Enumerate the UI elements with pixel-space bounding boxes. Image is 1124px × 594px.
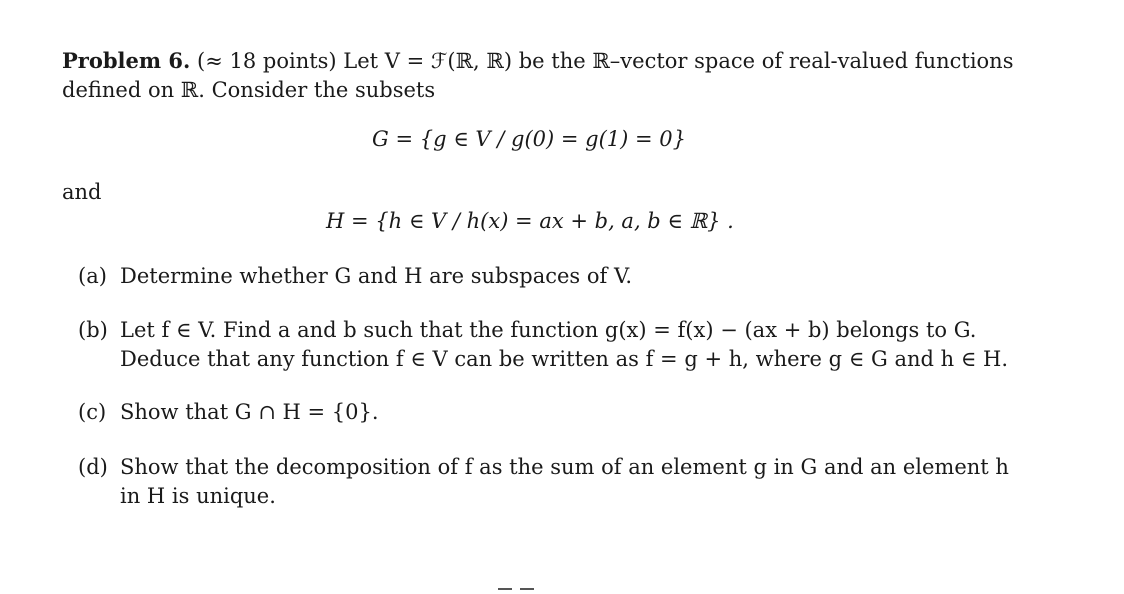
part-c bbox=[78, 398, 379, 427]
and-label: and bbox=[62, 180, 102, 204]
part-text-line1: Let f ∈ V. Find a and b such that the function g(x) = f(x) − (ax + b) belongs to G. bbox=[120, 318, 977, 342]
part-text-line1: Determine whether G and H are subspaces of V. bbox=[120, 264, 633, 288]
part-text-line1: Show that G ∩ H = {0}. bbox=[120, 400, 379, 424]
part-marker: (b) bbox=[78, 318, 108, 342]
part-text-line1: Show that the decomposition of f as the sum of an element g in G and an element h bbox=[120, 455, 1009, 479]
part-marker: (a) bbox=[78, 264, 107, 288]
problem-intro-line1: (≈ 18 points) Let V = ℱ(ℝ, ℝ) be the ℝ–vector space of real-valued functions bbox=[197, 49, 1014, 73]
part-d bbox=[78, 453, 1009, 511]
page-number-fragment bbox=[498, 588, 558, 594]
problem-title: Problem 6. bbox=[62, 48, 191, 73]
part-a bbox=[78, 262, 632, 291]
part-marker: (c) bbox=[78, 400, 107, 424]
part-text-line2: in H is unique. bbox=[120, 484, 276, 508]
part-b bbox=[78, 316, 1008, 374]
part-text-line2: Deduce that any function f ∈ V can be written as f = g + h, where g ∈ G and h ∈ H. bbox=[120, 347, 1009, 371]
set-h-definition: H = {h ∈ V / h(x) = ax + b, a, b ∈ ℝ} . bbox=[326, 209, 734, 233]
part-marker: (d) bbox=[78, 455, 108, 479]
set-g-definition: G = {g ∈ V / g(0) = g(1) = 0} bbox=[372, 127, 687, 151]
problem-statement bbox=[62, 46, 1014, 105]
problem-intro-line2: defined on ℝ. Consider the subsets bbox=[62, 78, 436, 102]
